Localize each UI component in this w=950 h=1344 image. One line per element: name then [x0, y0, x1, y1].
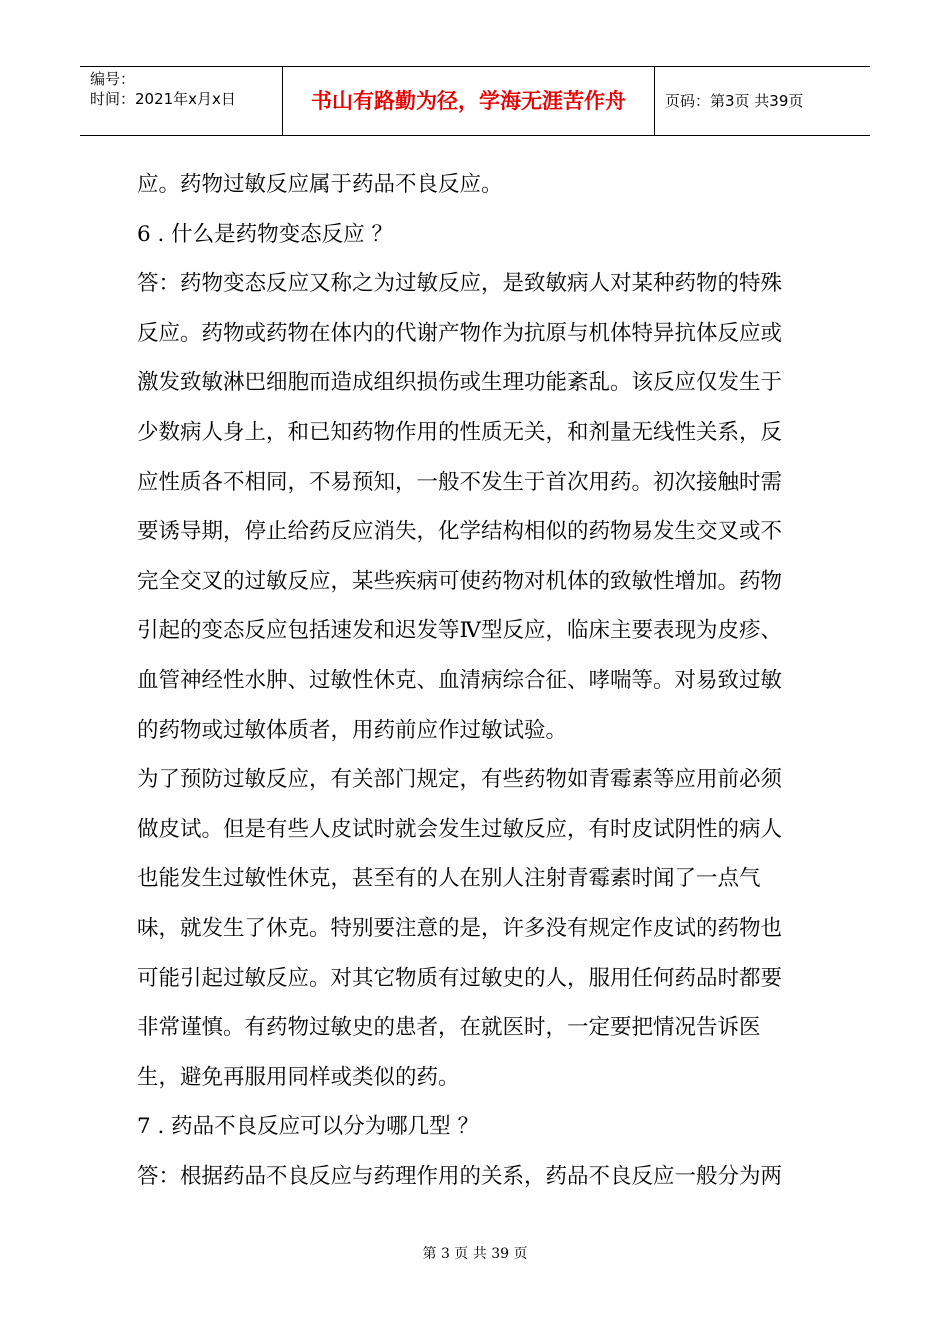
body-line: 为了预防过敏反应，有关部门规定，有些药物如青霉素等应用前必须 [137, 767, 783, 793]
body-line: 非常谨慎。有药物过敏史的患者，在就医时，一定要把情况告诉医 [137, 1015, 761, 1041]
body-line: 血管神经性水肿、过敏性休克、血清病综合征、哮喘等。对易致过敏 [137, 667, 783, 693]
body-line: 的药物或过敏体质者，用药前应作过敏试验。 [137, 717, 568, 743]
body-line: 少数病人身上，和已知药物作用的性质无关，和剂量无线性关系，反 [137, 419, 783, 445]
body-line: 应性质各不相同，不易预知，一般不发生于首次用药。初次接触时需 [137, 469, 783, 495]
question-heading: 6 . 什么是药物变态反应 ？ [137, 221, 394, 247]
body-line: 可能引起过敏反应。对其它物质有过敏史的人，服用任何药品时都要 [137, 965, 783, 991]
body-line: 反应。药物或药物在体内的代谢产物作为抗原与机体特异抗体反应或 [137, 320, 783, 346]
header-meta [80, 67, 283, 135]
body-line: 答：根据药品不良反应与药理作用的关系，药品不良反应一般分为两 [137, 1163, 783, 1189]
body-line: 做皮试。但是有些人皮试时就会发生过敏反应，有时皮试阴性的病人 [137, 816, 783, 842]
document-number-label: 编号： [90, 70, 136, 88]
header-motto: 书山有路勤为径，学海无涯苦作舟 [283, 67, 655, 135]
body-line: 也能发生过敏性休克，甚至有的人在别人注射青霉素时闻了一点气 [137, 866, 761, 892]
body-line: 味，就发生了休克。特别要注意的是，许多没有规定作皮试的药物也 [137, 915, 783, 941]
body-line: 激发致敏淋巴细胞而造成组织损伤或生理功能紊乱。该反应仅发生于 [137, 370, 783, 396]
body-line: 要诱导期，停止给药反应消失，化学结构相似的药物易发生交叉或不 [137, 519, 783, 545]
header-page-info: 页码：第3页 共39页 [665, 92, 804, 110]
page-footer: 第 3 页 共 39 页 [422, 1246, 528, 1262]
body-line: 应。药物过敏反应属于药品不良反应。 [137, 172, 503, 197]
body-line: 答：药物变态反应又称之为过敏反应，是致敏病人对某种药物的特殊 [137, 271, 783, 297]
document-body [137, 160, 817, 1201]
body-line: 生，避免再服用同样或类似的药。 [137, 1064, 460, 1090]
page-header [80, 66, 870, 136]
document-date: 时间：2021年x月x日 [90, 90, 236, 108]
body-line: 引起的变态反应包括速发和迟发等Ⅳ型反应，临床主要表现为皮疹、 [137, 618, 782, 644]
body-line: 完全交叉的过敏反应，某些疾病可使药物对机体的致敏性增加。药物 [137, 568, 783, 594]
question-heading: 7 . 药品不良反应可以分为哪几型 ？ [137, 1114, 480, 1140]
